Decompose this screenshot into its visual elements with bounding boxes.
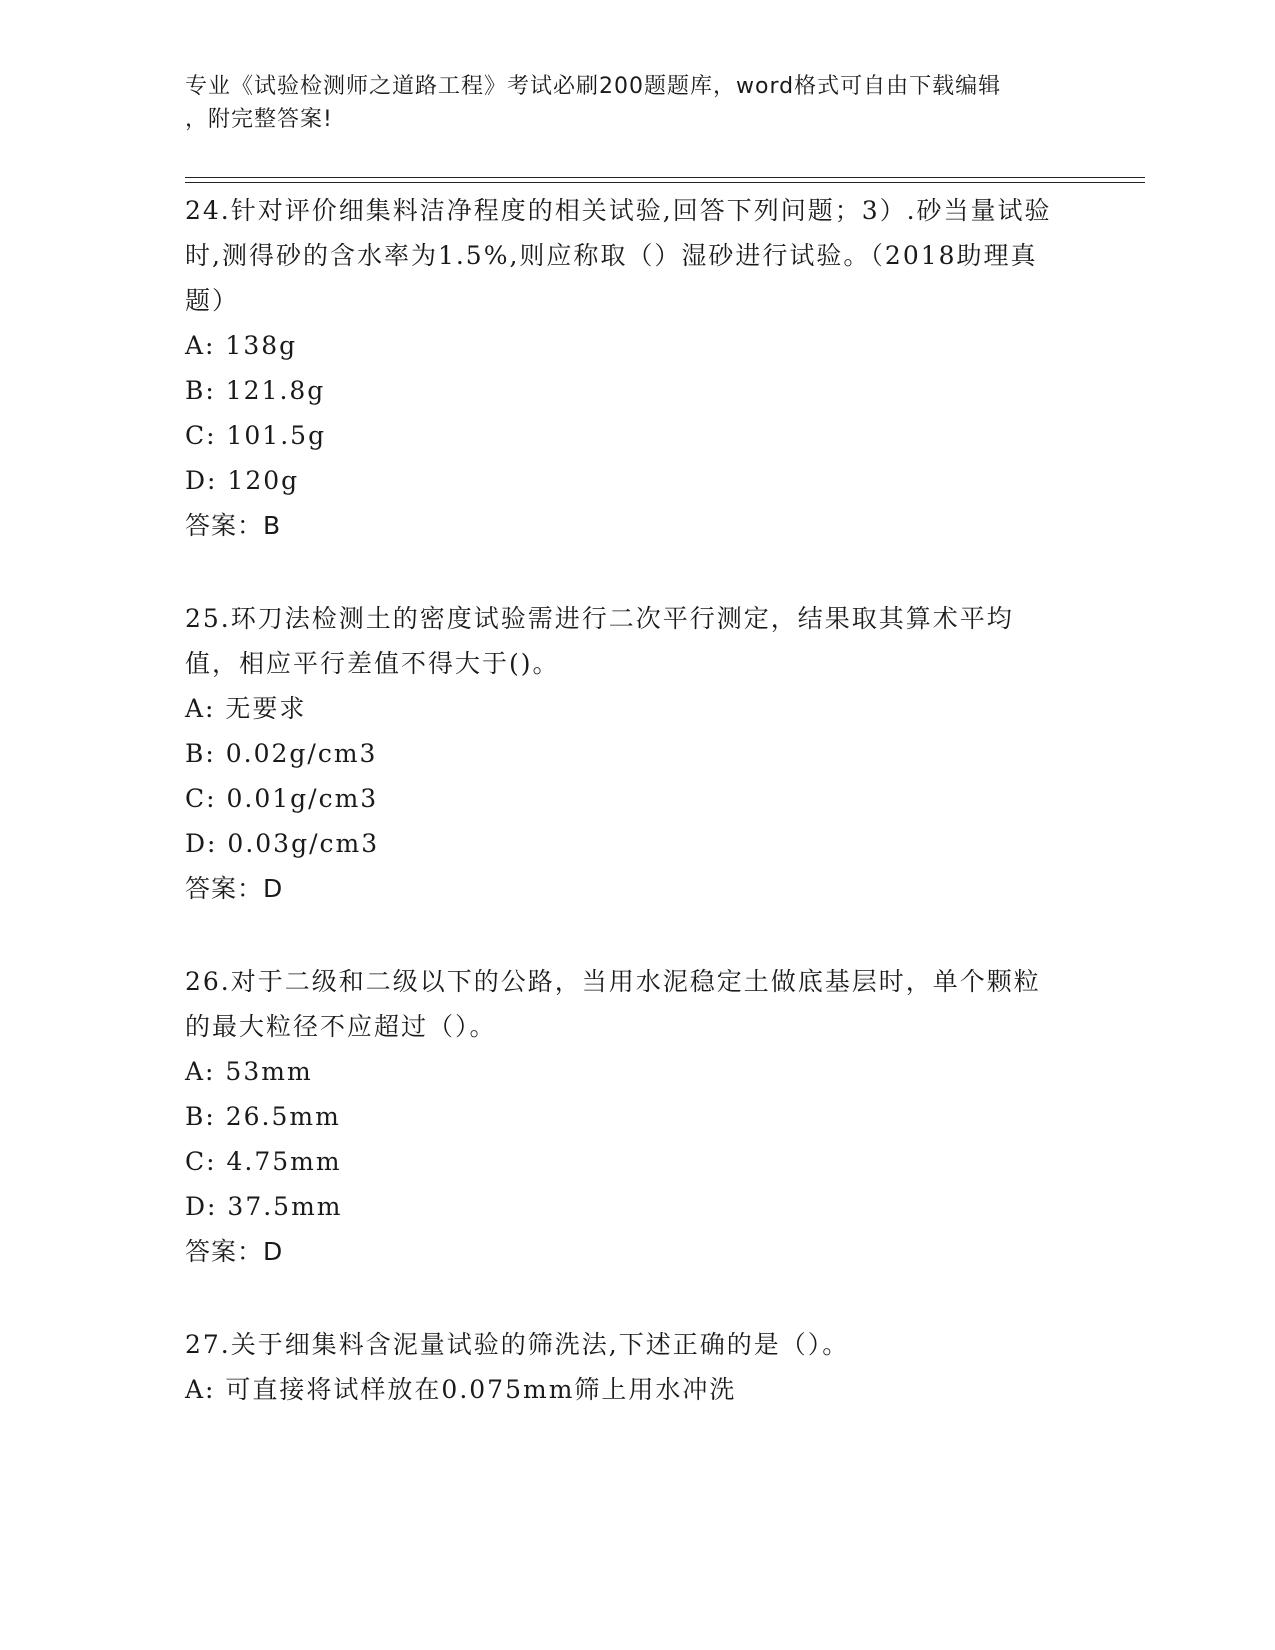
answer-line: 答案：D — [185, 1237, 284, 1266]
question-27 — [185, 1322, 1065, 1412]
header-divider-bottom — [185, 182, 1145, 183]
option-a: A: 53mm — [185, 1057, 313, 1086]
question-text: 27.关于细集料含泥量试验的筛洗法,下述正确的是（）。 — [185, 1330, 850, 1359]
question-text: 25.环刀法检测土的密度试验需进行二次平行测定，结果取其算术平均值，相应平行差值不得大于()。 — [185, 604, 1014, 678]
question-text: 26.对于二级和二级以下的公路，当用水泥稳定土做底基层时，单个颗粒的最大粒径不应超过（）。 — [185, 967, 1041, 1041]
header-divider-top — [185, 177, 1145, 178]
answer-line: 答案：B — [185, 511, 282, 540]
option-c: C: 0.01g/cm3 — [185, 784, 379, 813]
option-a: A: 可直接将试样放在0.075mm筛上用水冲洗 — [185, 1375, 737, 1404]
option-b: B: 0.02g/cm3 — [185, 739, 378, 768]
option-d: D: 0.03g/cm3 — [185, 829, 380, 858]
question-24 — [185, 188, 1065, 548]
option-c: C: 101.5g — [185, 421, 327, 450]
answer-line: 答案：D — [185, 874, 284, 903]
question-26 — [185, 959, 1065, 1274]
option-b: B: 121.8g — [185, 376, 326, 405]
option-a: A: 无要求 — [185, 694, 307, 723]
option-b: B: 26.5mm — [185, 1102, 341, 1131]
option-c: C: 4.75mm — [185, 1147, 342, 1176]
question-spacer — [185, 911, 1065, 959]
header-line-1: 专业《试验检测师之道路工程》考试必刷200题题库，word格式可自由下载编辑 — [185, 74, 1002, 99]
question-spacer — [185, 548, 1065, 596]
question-list — [185, 188, 1065, 1412]
header-line-2: ，附完整答案! — [185, 107, 333, 132]
option-d: D: 120g — [185, 466, 300, 495]
document-header — [185, 70, 1065, 136]
question-spacer — [185, 1274, 1065, 1322]
question-text: 24.针对评价细集料洁净程度的相关试验,回答下列问题；3）.砂当量试验时,测得砂的含水率为1.5%,则应称取（）湿砂进行试验。（2018助理真题） — [185, 196, 1052, 315]
question-25 — [185, 596, 1065, 911]
option-a: A: 138g — [185, 331, 298, 360]
option-d: D: 37.5mm — [185, 1192, 343, 1221]
